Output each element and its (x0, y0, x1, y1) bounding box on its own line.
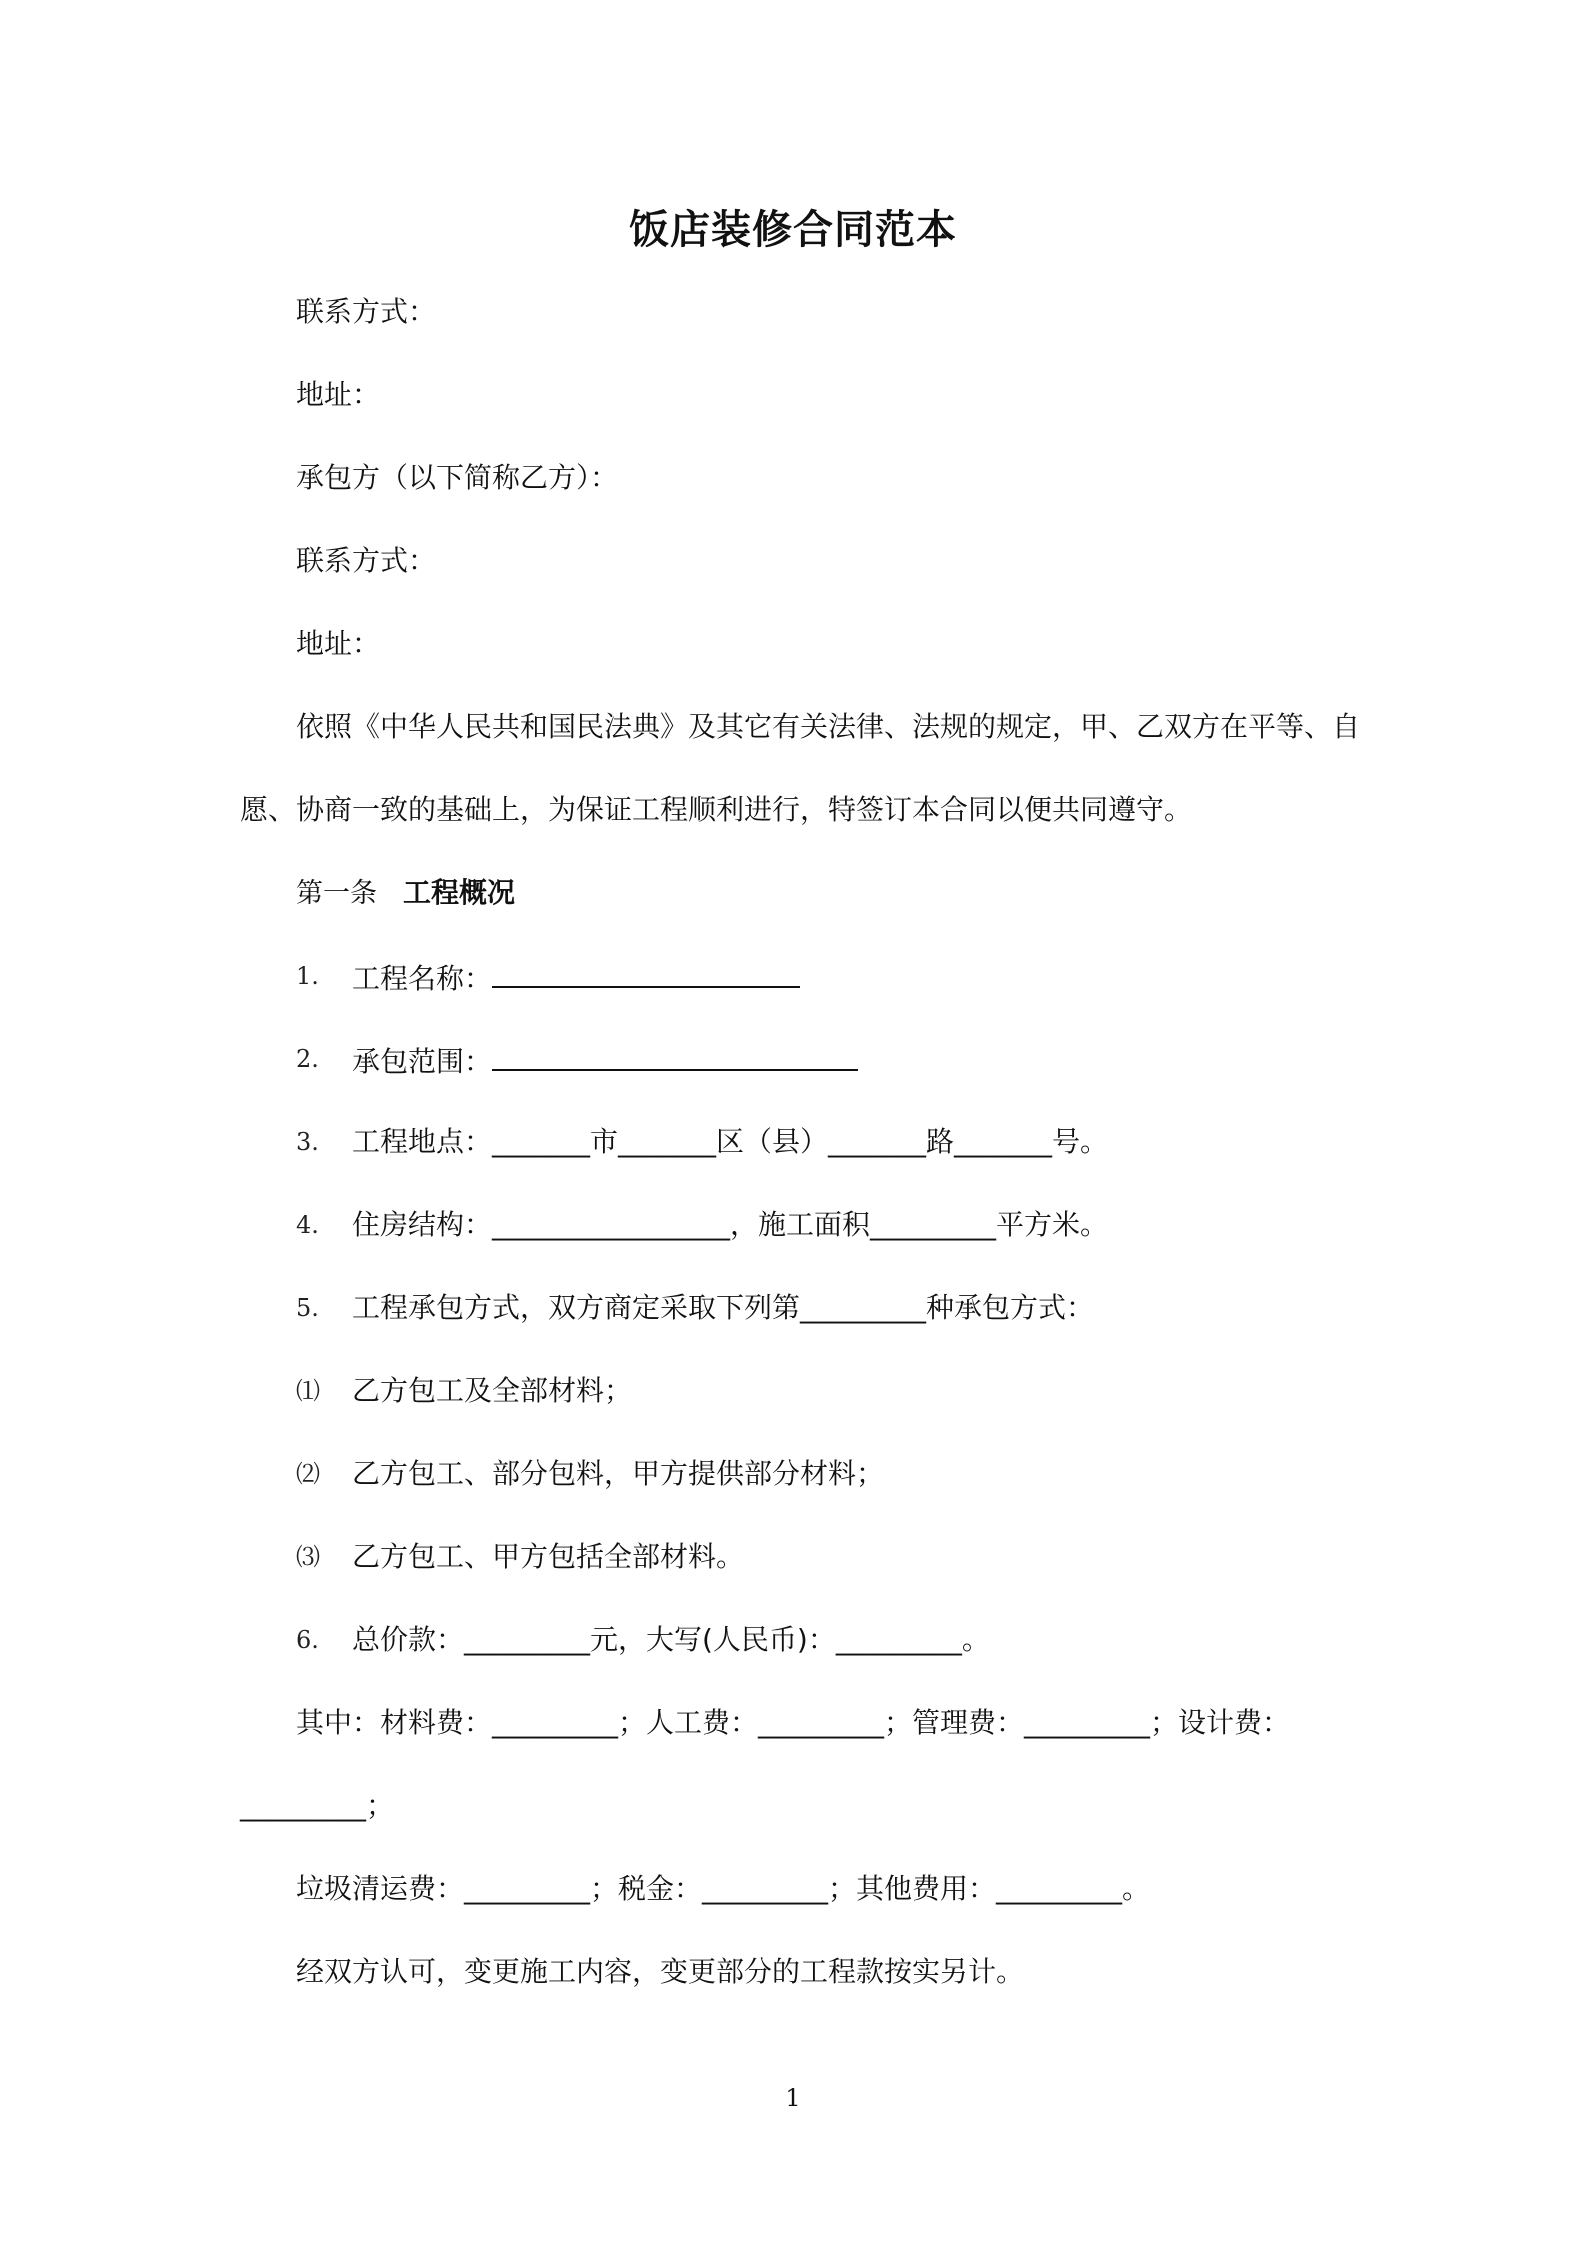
item-text (352, 1039, 858, 1082)
item-number: 1. (296, 962, 319, 990)
contact-label-1: 联系方式： (296, 295, 437, 328)
article-label: 第一条 (296, 878, 377, 909)
document-title: 饭店装修合同范本 (629, 207, 957, 253)
article-heading (296, 873, 515, 914)
item-number: 5. (296, 1294, 319, 1322)
blank-line (492, 1039, 858, 1071)
address-label-1: 地址： (296, 378, 381, 411)
item-number: 3. (296, 1128, 319, 1156)
item-text: 住房结构：_________________，施工面积_________平方米。 (352, 1208, 1109, 1241)
fees-line-2: _________； (240, 1789, 395, 1822)
fees-line-3: 垃圾清运费：_________；税金：_________；其他费用：_________。 (296, 1872, 1151, 1905)
fees-line-1: 其中：材料费：_________；人工费：_________；管理费：_________；设计费： (296, 1706, 1291, 1739)
item-text: 乙方包工、甲方包括全部材料。 (352, 1540, 745, 1573)
item-number: 4. (296, 1211, 319, 1239)
intro-paragraph-line-1: 依照《中华人民共和国民法典》及其它有关法律、法规的规定，甲、乙双方在平等、自 (296, 710, 1361, 743)
contact-label-2: 联系方式： (296, 544, 437, 577)
item-text: 乙方包工、部分包料，甲方提供部分材料； (352, 1457, 885, 1490)
item-number: ⑶ (296, 1543, 320, 1571)
article-title: 工程概况 (403, 876, 516, 909)
item-text: 工程承包方式，双方商定采取下列第_________种承包方式： (352, 1291, 1095, 1324)
change-note: 经双方认可，变更施工内容，变更部分的工程款按实另计。 (296, 1955, 1025, 1988)
item-text: 工程地点：_______市_______区（县）_______路_______号。 (352, 1125, 1109, 1158)
intro-paragraph-line-2: 愿、协商一致的基础上，为保证工程顺利进行，特签订本合同以便共同遵守。 (240, 793, 1193, 826)
item-number: 2. (296, 1045, 319, 1073)
item-text (352, 956, 800, 999)
contractor-label: 承包方（以下简称乙方）： (296, 461, 619, 494)
item-number: 6. (296, 1626, 319, 1654)
item-label: 工程名称： (352, 962, 493, 995)
item-number: ⑴ (296, 1377, 320, 1405)
blank-line (492, 956, 800, 988)
page-number: 1 (785, 2084, 801, 2112)
item-number: ⑵ (296, 1460, 320, 1488)
item-text: 总价款：_________元，大写(人民币)：_________。 (352, 1623, 990, 1656)
item-label: 承包范围： (352, 1045, 493, 1078)
item-text: 乙方包工及全部材料； (352, 1374, 633, 1407)
address-label-2: 地址： (296, 627, 381, 660)
